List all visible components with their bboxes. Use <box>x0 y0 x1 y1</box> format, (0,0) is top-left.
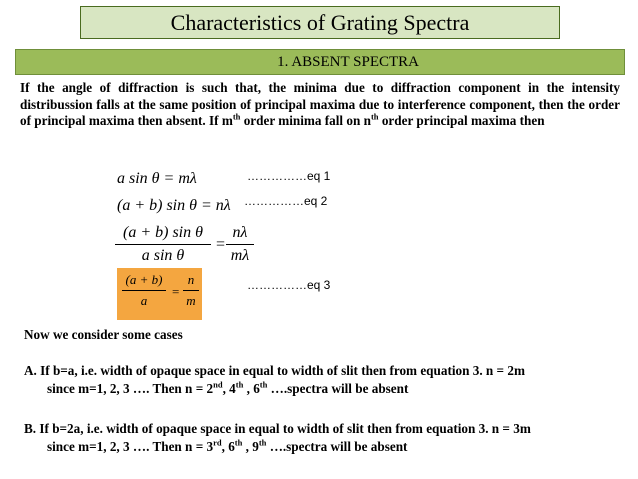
ratio-rhs-fraction <box>226 224 254 265</box>
eq3-lhs-fraction <box>122 272 166 309</box>
equation-2-label: ……………eq 2 <box>244 194 328 208</box>
intro-paragraph <box>20 80 620 130</box>
eq3-rhs-denominator: m <box>186 293 196 308</box>
equation-1: a sin θ = mλ <box>117 170 197 187</box>
eq3-lhs-numerator: (a + b) <box>125 272 163 287</box>
intro-sup-1: th <box>232 111 241 122</box>
ratio-equals: = <box>216 236 226 253</box>
case-b-line1: B. If b=2a, i.e. width of opaque space in equal to width of slit then from equation 3. n = 3m <box>24 421 531 436</box>
case-a <box>24 362 624 398</box>
ratio-lhs-bar <box>115 244 211 245</box>
eq3-rhs-bar <box>183 290 199 291</box>
slide-title <box>80 6 560 39</box>
equation-2: (a + b) sin θ = nλ <box>117 197 231 214</box>
ratio-rhs-denominator: mλ <box>230 247 250 264</box>
intro-text-1: If the angle of diffraction is such that, the minima due to diffraction component in the intensity distribussion falls at the same position of principal maxima due to interference component, then the order of principal maxima then absent. If m <box>20 80 620 129</box>
case-b-line2: since m=1, 2, 3 …. Then n = 3rd, 6th , 9th ….spectra will be absent <box>47 437 408 454</box>
section-heading <box>15 49 625 75</box>
ratio-lhs-denominator: a sin θ <box>141 247 185 264</box>
equation-1-label: ……………eq 1 <box>247 169 331 183</box>
slide-title-text: Characteristics of Grating Spectra <box>170 9 470 35</box>
eq3-equals: = <box>172 284 180 299</box>
case-b <box>24 420 624 456</box>
section-heading-text: 1. ABSENT SPECTRA <box>277 53 419 70</box>
intro-text-2: order minima fall on n <box>240 113 371 129</box>
equation-3-label: ……………eq 3 <box>247 278 331 292</box>
ratio-lhs-fraction <box>115 224 211 265</box>
eq3-rhs-fraction <box>183 272 199 309</box>
ratio-lhs-numerator: (a + b) sin θ <box>123 224 203 241</box>
case-a-line1: A. If b=a, i.e. width of opaque space in equal to width of slit then from equation 3. n = 2m <box>24 363 525 378</box>
intro-sup-2: th <box>370 111 379 122</box>
ratio-rhs-bar <box>226 244 254 245</box>
ratio-rhs-numerator: nλ <box>232 224 248 241</box>
eq3-lhs-denominator: a <box>140 293 148 308</box>
intro-text-3: order principal maxima then <box>378 113 545 129</box>
eq3-rhs-numerator: n <box>187 272 195 287</box>
eq3-lhs-bar <box>122 290 166 291</box>
case-a-line2: since m=1, 2, 3 …. Then n = 2nd, 4th , 6th ….spectra will be absent <box>47 379 409 396</box>
cases-lead: Now we consider some cases <box>24 327 183 342</box>
